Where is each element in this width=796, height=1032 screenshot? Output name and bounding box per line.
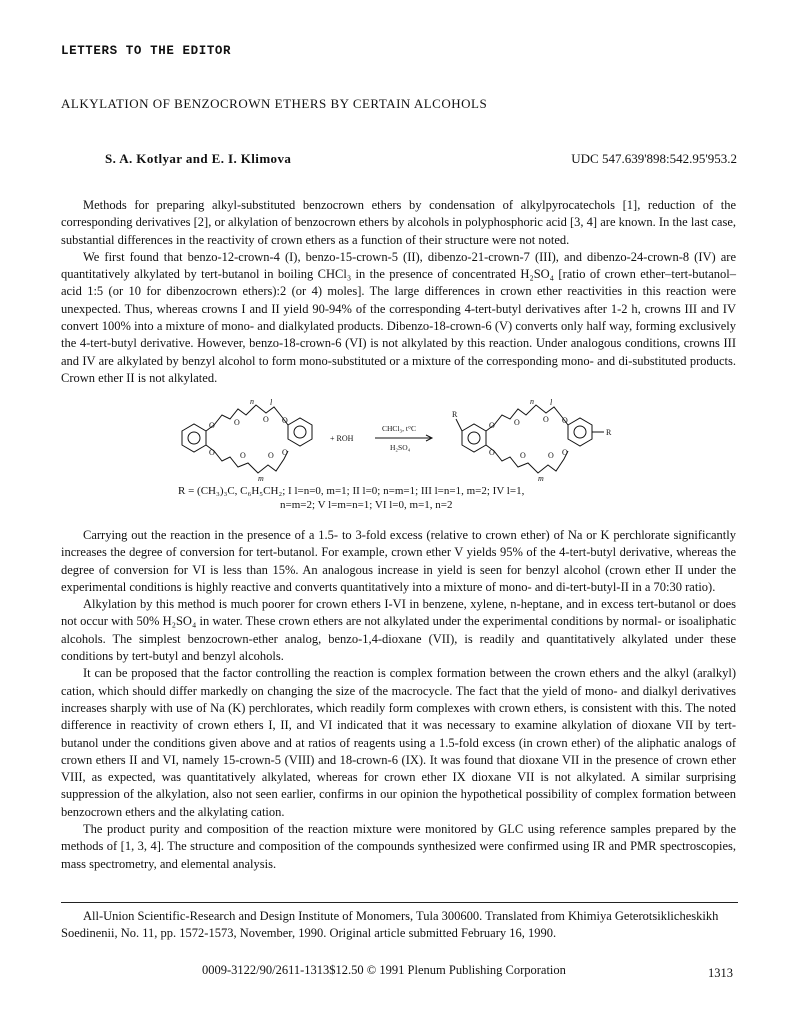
oxygen-label: O [209,421,215,430]
substituent-r-label: R [606,428,612,437]
section-header: LETTERS TO THE EDITOR [61,44,232,58]
paragraph: Carrying out the reaction in the presence of a 1.5- to 3-fold excess (relative to crown ether) of Na or K perchlorate significantly increases the degree of conversion for tert-butanol. For example, crown ether V yields 95% of the 4-tert-butyl derivative, whereas the degree of conversion for VI is less than 15%. An analogous increase in yield is seen for benzyl alcohol (crown ether II under the experimental conditions is highly reactive and converts quantitatively into a mixture of mono- and di-tert-butyl-II in a 70:30 ratio). [61,528,736,594]
oxygen-label: O [562,416,568,425]
below-arrow-label: H₂SO₄ [390,443,411,452]
oxygen-label: O [282,448,288,457]
oxygen-label: O [209,448,215,457]
page-number: 1313 [708,966,733,980]
reactant-macrocycle [206,405,312,473]
caption-line: R = (CH₃)₃C, C₆H₅CH₂; I l=n=0, m=1; II l=0; n=m=1; III l=n=1, m=2; IV l=1, [178,485,525,497]
index-n-label: n [250,397,254,406]
scheme-caption [178,484,658,512]
product-left-benzene-ring [456,419,486,452]
reactant-left-benzene-ring [182,424,206,452]
authors: S. A. Kotlyar and E. I. Klimova [105,151,292,166]
product-labels [452,397,612,483]
reaction-arrow [375,435,432,441]
oxygen-label: O [520,451,526,460]
paragraph: Alkylation by this method is much poorer for crown ethers I-VI in benzene, xylene, n-heptane, and in excess tert-butanol or does not occur with 50% H₂SO₄ in water. These crown ethers are not alkylated under the experimental conditions by normal- or isoaliphatic alcohols. The simplest benzocrown-ether analog, benzo-1,4-dioxane (VII), is readily and quantitatively alkylated under these conditions by tert-butyl and benzyl alcohols. [61,597,736,664]
oxygen-label: O [234,418,240,427]
reagent-label: + ROH [330,434,354,443]
index-n-label: n [530,397,534,406]
paragraph: We first found that benzo-12-crown-4 (I), benzo-15-crown-5 (II), dibenzo-21-crown-7 (III), and dibenzo-24-crown-8 (IV) are quantitatively alkylated by tert-butanol in boiling CHCl₃ in the presence of concentrated H₂SO₄ [ratio of crown ether–tert-butanol–acid 1:5 (or 10 for dibenzocrown ethers):2 (or 4) moles]. The large differences in crown ether reactivities in this reaction were unexpected. Thus, whereas crowns I and II yield 90-94% of the corresponding 4-tert-butyl derivatives after 1-2 h, crowns III and IV convert 100% into a mixture of mono- and dialkylated products. Dibenzo-18-crown-6 (V) converts only half way, forming exclusively the 4-tert-butyl derivative. However, benzo-18-crown-6 (VI) is not alkylated by this reaction. Under analogous conditions, crowns III and IV are alkylated by benzyl alcohol to form mono-substituted or a mixture of the corresponding mono- and di-substituted products. Crown ether II is not alkylated. [61,249,736,385]
paragraph: Methods for preparing alkyl-substituted benzocrown ethers by condensation of alkylpyrocatechols [1], reduction of the corresponding derivatives [2], or alkylation of benzocrown ethers by alcohols in polyphosphoric acid [3, 4] are known. In the last case, substantial differences in the reactivity of crown ethers as a function of their structure were not noted. [61,198,736,247]
footnote-divider [61,902,738,903]
above-arrow-label: CHCl₃, t°C [382,424,416,433]
index-l-label: l [270,398,273,407]
oxygen-label: O [514,418,520,427]
reaction-scheme [170,395,640,487]
body-text-bottom [61,527,736,873]
index-m-label: m [258,474,264,483]
oxygen-label: O [489,448,495,457]
oxygen-label: O [240,451,246,460]
index-l-label: l [550,398,553,407]
article-title: ALKYLATION OF BENZOCROWN ETHERS BY CERTAIN ALCOHOLS [61,96,488,111]
oxygen-label: O [543,415,549,424]
copyright-line: 0009-3122/90/2611-1313$12.50 © 1991 Plenum Publishing Corporation [202,963,566,977]
paragraph: The product purity and composition of the reaction mixture were monitored by GLC using reference samples prepared by the methods of [1, 3, 4]. The structure and composition of the compounds synthesized were confirmed using IR and PMR spectroscopies, mass spectrometry, and elemental analysis. [61,822,736,871]
body-text-top [61,197,736,387]
oxygen-label: O [263,415,269,424]
substituent-r-label: R [452,410,458,419]
affiliation-footnote: All-Union Scientific-Research and Design Institute of Monomers, Tula 300600. Translated from Khimiya Geterotsiklicheskikh Soedinenii, No. 11, pp. 1572-1573, November, 1990. Original article submitted February 16, 1990. [61,909,719,940]
oxygen-label: O [282,416,288,425]
oxygen-label: O [268,451,274,460]
paragraph: It can be proposed that the factor controlling the reaction is complex formation between the crown ethers and the alkyl (aralkyl) cation, which should differ markedly on changing the size of the macrocycle. The fact that the yield of mono- and dialkyl derivatives increases sharply with use of Na (K) perchlorates, which readily form complexes with crown ethers, is consistent with this. The noted difference in reactivity of crown ethers I, II, and VI indicated that it was necessary to examine alkylation of dioxane VII by tert-butanol under the conditions given above and at ratios of reagents using a 1.5-fold excess (in crown ether) of the aliphatic analogs of crown ethers II and VI, namely 15-crown-5 (VIII) and 18-crown-6 (IX). It was found that dioxane VII in the presence of crown ether VIII, as expected, was quantitatively alkylated, whereas for crown ether IX dioxane VII is not alkylated. A similar surprising suppression of the alkylation, also not seen earlier, confirms in our opinion the hypothetical possibility of complex formation between benzocrown ethers and the alkylating cation. [61,666,736,819]
udc-code: UDC 547.639'898:542.95'953.2 [571,151,737,166]
oxygen-label: O [548,451,554,460]
oxygen-label: O [489,421,495,430]
oxygen-label: O [562,448,568,457]
index-m-label: m [538,474,544,483]
caption-line: n=m=2; V l=m=n=1; VI l=0, m=1, n=2 [280,499,453,511]
